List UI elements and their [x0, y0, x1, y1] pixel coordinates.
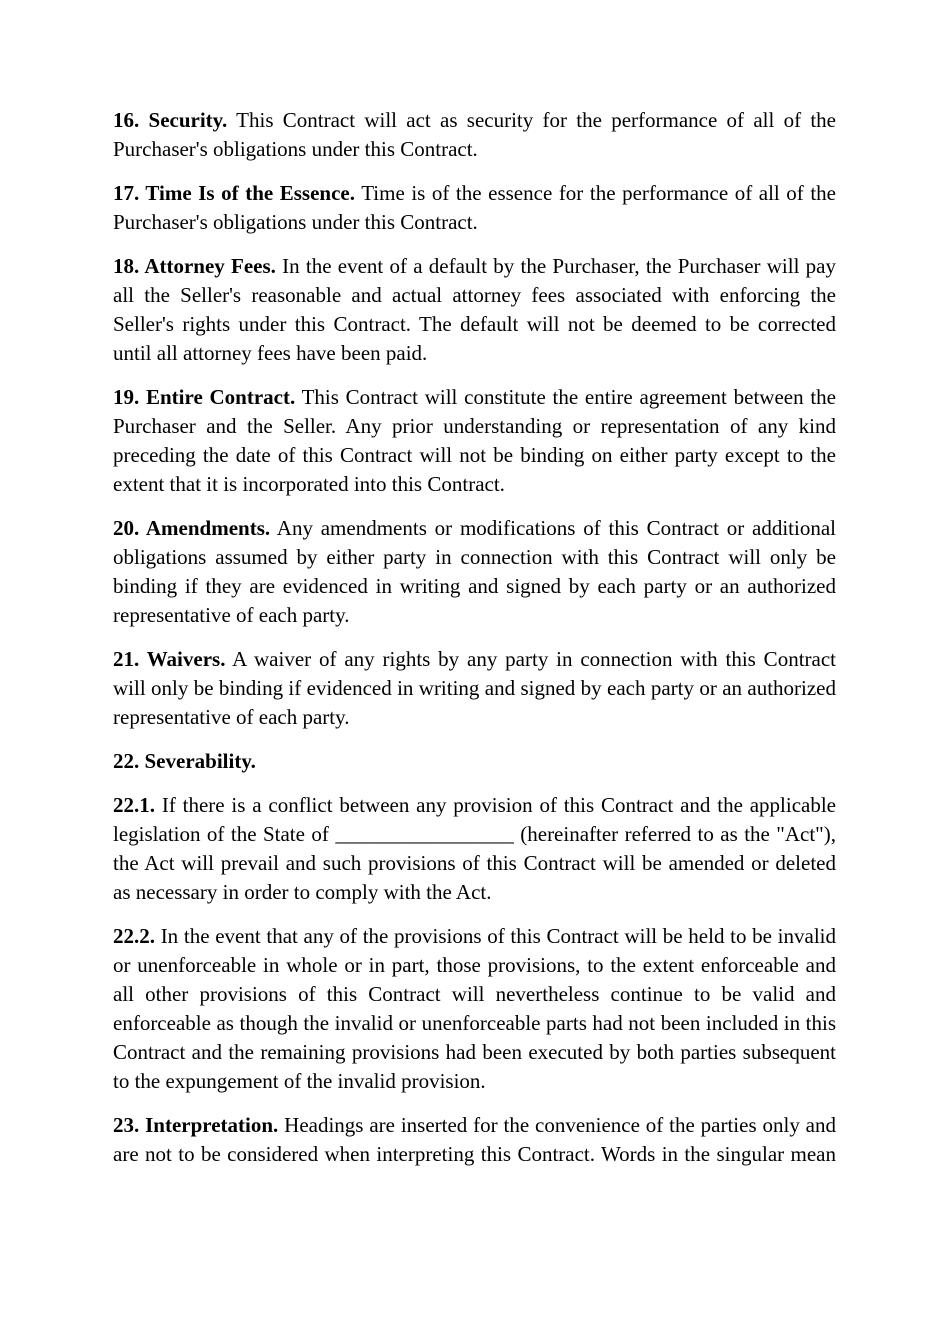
clause-22-1-text-before-blank: If there is a conflict between any provision of this Contract and the applicable legislation of the State of	[113, 793, 836, 846]
clause-18-attorney-fees	[113, 252, 836, 368]
clause-22-label: 22. Severability.	[113, 749, 256, 773]
clause-19-label: 19. Entire Contract.	[113, 385, 296, 409]
clause-21-label: 21. Waivers.	[113, 647, 226, 671]
clause-21-waivers	[113, 645, 836, 732]
clause-20-text: Any amendments or modifications of this Contract or additional obligations assumed by either party in connection with this Contract will only be binding if they are evidenced in writing and signed by each party or an authorized representative of each party.	[113, 516, 837, 627]
clause-22-2-invalid-provisions	[113, 922, 836, 1096]
clause-16-label: 16. Security.	[113, 108, 228, 132]
clause-22-1-conflict-with-legislation	[113, 791, 836, 907]
clause-21-text: A waiver of any rights by any party in connection with this Contract will only be binding if evidenced in writing and signed by each party or an authorized representative of each party.	[113, 647, 836, 729]
clause-19-entire-contract	[113, 383, 836, 499]
state-fill-in-blank: _________________	[335, 822, 514, 846]
clause-18-text: In the event of a default by the Purchaser, the Purchaser will pay all the Seller's reasonable and actual attorney fees associated with enforcing the Seller's rights under this Contract. The default will not be deemed to be corrected until all attorney fees have been paid.	[113, 254, 836, 365]
clause-16-text: This Contract will act as security for the performance of all of the Purchaser's obligations under this Contract.	[113, 108, 836, 161]
clause-20-amendments	[113, 514, 836, 630]
clause-16-security	[113, 106, 836, 164]
clause-18-label: 18. Attorney Fees.	[113, 254, 276, 278]
clause-22-1-label: 22.1.	[113, 793, 155, 817]
clause-17-time-is-of-the-essence	[113, 179, 836, 237]
clause-23-label: 23. Interpretation.	[113, 1113, 279, 1137]
clause-23-interpretation	[113, 1111, 836, 1169]
clause-17-label: 17. Time Is of the Essence.	[113, 181, 355, 205]
clause-17-text: Time is of the essence for the performance of all of the Purchaser's obligations under this Contract.	[113, 181, 837, 234]
clause-23-text: Headings are inserted for the convenience of the parties only and are not to be considered when interpreting this Contract. Words in the singular mean	[113, 1113, 836, 1166]
clause-22-severability-heading	[113, 747, 836, 776]
clause-22-2-text: In the event that any of the provisions of this Contract will be held to be invalid or unenforceable in whole or in part, those provisions, to the extent enforceable and all other provisions of this Contract will nevertheless continue to be valid and enforceable as though the invalid or unenforceable parts had not been included in this Contract and the remaining provisions had been executed by both parties subsequent to the expungement of the invalid provision.	[113, 924, 836, 1093]
clause-20-label: 20. Amendments.	[113, 516, 271, 540]
clause-19-text: This Contract will constitute the entire agreement between the Purchaser and the Seller. Any prior understanding or representation of any kind preceding the date of this Contract will not be binding on either party except to the extent that it is incorporated into this Contract.	[113, 385, 836, 496]
clause-22-1-text-after-blank: (hereinafter referred to as the "Act"), the Act will prevail and such provisions of this Contract will be amended or deleted as necessary in order to comply with the Act.	[113, 822, 836, 904]
clause-22-2-label: 22.2.	[113, 924, 155, 948]
